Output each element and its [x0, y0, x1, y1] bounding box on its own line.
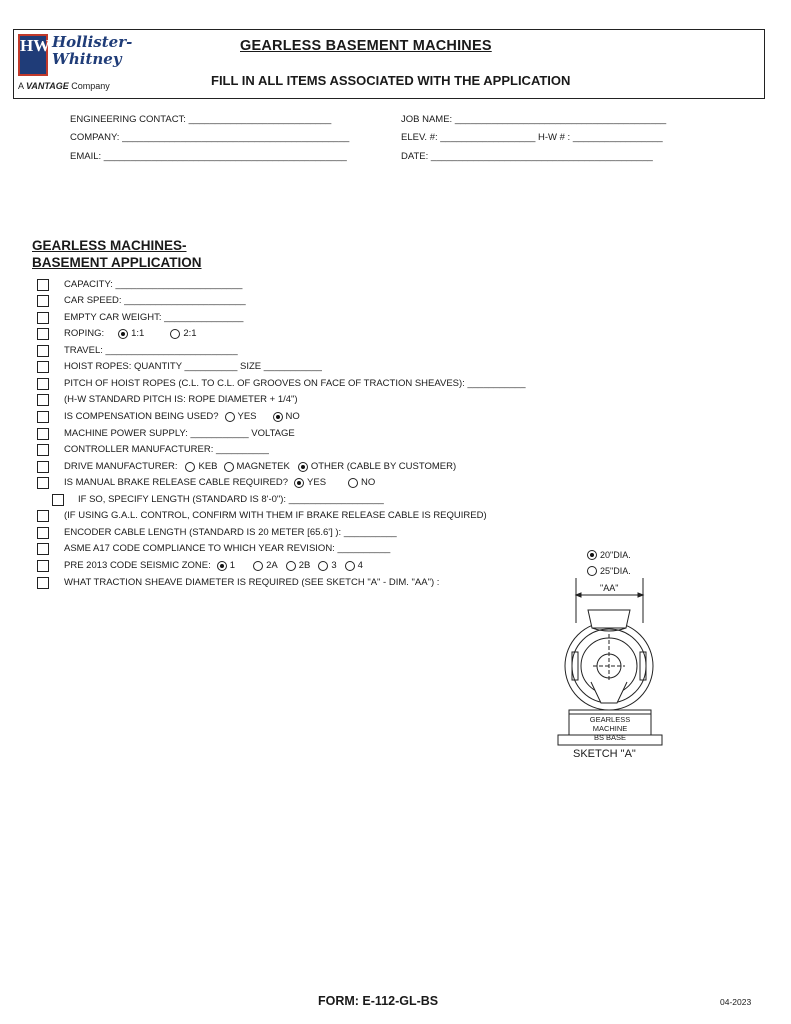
row-hoist-ropes [37, 359, 322, 374]
row-car-speed [37, 293, 246, 308]
controller-checkbox[interactable] [37, 444, 49, 456]
row-roping [37, 326, 209, 341]
revision-date: 04-2023 [720, 997, 752, 1007]
drive-magnetek-radio[interactable] [224, 462, 234, 472]
row-asme [37, 541, 390, 556]
row-compensation [37, 409, 312, 424]
drive-other-radio[interactable] [298, 462, 308, 472]
hoist-ropes-field[interactable]: HOIST ROPES: QUANTITY __________ SIZE ___________ [64, 361, 322, 372]
sketch-a [555, 548, 665, 763]
seismic-2b-radio[interactable] [286, 561, 296, 571]
gal-note-checkbox[interactable] [37, 510, 49, 522]
seismic-label: PRE 2013 CODE SEISMIC ZONE: [64, 560, 211, 571]
compensation-yes-option[interactable]: YES [225, 411, 257, 422]
brake-length-field[interactable]: IF SO, SPECIFY LENGTH (STANDARD IS 8'-0"): __________________ [78, 494, 384, 505]
power-supply-field[interactable]: MACHINE POWER SUPPLY: ___________ VOLTAGE [64, 428, 295, 439]
brake-no-option[interactable]: NO [348, 477, 375, 488]
roping-checkbox[interactable] [37, 328, 49, 340]
brake-yes-radio[interactable] [294, 478, 304, 488]
company-logo [16, 32, 140, 98]
pitch-note: (H-W STANDARD PITCH IS: ROPE DIAMETER + 1/4") [64, 394, 298, 405]
roping-1-1-option[interactable]: 1:1 [118, 328, 144, 339]
sheave-20-option[interactable]: 20"DIA. [587, 550, 631, 560]
roping-label: ROPING: [64, 328, 105, 339]
row-brake-length [52, 492, 384, 507]
seismic-2a-option[interactable]: 2A [253, 560, 278, 571]
pitch-note-checkbox[interactable] [37, 394, 49, 406]
seismic-4-radio[interactable] [345, 561, 355, 571]
date-field[interactable]: DATE: __________________________________________ [401, 151, 653, 162]
seismic-2a-radio[interactable] [253, 561, 263, 571]
logo-tagline: A VANTAGE Company [18, 81, 110, 91]
section-title: GEARLESS MACHINES- BASEMENT APPLICATION [32, 238, 202, 270]
base-label: GEARLESS MACHINE BS BASE [589, 715, 631, 742]
company-field[interactable]: COMPANY: ___________________________________________ [70, 132, 350, 143]
drive-keb-radio[interactable] [185, 462, 195, 472]
seismic-4-option[interactable]: 4 [345, 560, 363, 571]
asme-field[interactable]: ASME A17 CODE COMPLIANCE TO WHICH YEAR REVISION: __________ [64, 543, 391, 554]
seismic-3-option[interactable]: 3 [318, 560, 336, 571]
empty-car-weight-field[interactable]: EMPTY CAR WEIGHT: _______________ [64, 312, 244, 323]
dim-aa-label: "AA" [600, 583, 619, 593]
engineering-contact-field[interactable]: ENGINEERING CONTACT: ___________________________ [70, 114, 332, 125]
brake-yes-option[interactable]: YES [294, 477, 326, 488]
car-speed-checkbox[interactable] [37, 295, 49, 307]
row-pitch-note [37, 392, 298, 407]
encoder-checkbox[interactable] [37, 527, 49, 539]
email-field[interactable]: EMAIL: ______________________________________________ [70, 151, 347, 162]
gal-note: (IF USING G.A.L. CONTROL, CONFIRM WITH THEM IF BRAKE RELEASE CABLE IS REQUIRED) [64, 510, 487, 521]
page-subtitle: FILL IN ALL ITEMS ASSOCIATED WITH THE APPLICATION [211, 73, 571, 88]
row-sheave [37, 575, 439, 590]
roping-2-1-radio[interactable] [170, 329, 180, 339]
drive-keb-option[interactable]: KEB [185, 461, 217, 472]
travel-field[interactable]: TRAVEL: _________________________ [64, 345, 238, 356]
travel-checkbox[interactable] [37, 345, 49, 357]
form-number: FORM: E-112-GL-BS [318, 994, 439, 1008]
seismic-1-option[interactable]: 1 [217, 560, 235, 571]
compensation-yes-radio[interactable] [225, 412, 235, 422]
empty-car-weight-checkbox[interactable] [37, 312, 49, 324]
hoist-ropes-checkbox[interactable] [37, 361, 49, 373]
row-brake-cable [37, 475, 387, 490]
row-seismic [37, 558, 375, 573]
capacity-checkbox[interactable] [37, 279, 49, 291]
row-controller [37, 442, 269, 457]
row-power-supply [37, 426, 295, 441]
brake-length-checkbox[interactable] [52, 494, 64, 506]
job-name-field[interactable]: JOB NAME: ________________________________________ [401, 114, 667, 125]
sheave-checkbox[interactable] [37, 577, 49, 589]
asme-checkbox[interactable] [37, 543, 49, 555]
hw-logo-mark: HW [18, 34, 48, 76]
row-gal-note [37, 508, 487, 523]
roping-1-1-radio[interactable] [118, 329, 128, 339]
drive-other-option[interactable]: OTHER (CABLE BY CUSTOMER) [298, 461, 456, 472]
row-encoder [37, 525, 397, 540]
row-drive [37, 459, 468, 474]
page-title: GEARLESS BASEMENT MACHINES [240, 38, 492, 54]
sheave-label: WHAT TRACTION SHEAVE DIAMETER IS REQUIRED (SEE SKETCH "A" - DIM. "AA") : [64, 577, 440, 588]
seismic-2b-option[interactable]: 2B [286, 560, 311, 571]
row-empty-car-weight [37, 310, 243, 325]
pitch-field[interactable]: PITCH OF HOIST ROPES (C.L. TO C.L. OF GROOVES ON FACE OF TRACTION SHEAVES): ___________ [64, 378, 526, 389]
brake-no-radio[interactable] [348, 478, 358, 488]
roping-2-1-option[interactable]: 2:1 [170, 328, 196, 339]
seismic-1-radio[interactable] [217, 561, 227, 571]
elev-hw-field[interactable]: ELEV. #: __________________ H-W # : _________________ [401, 132, 663, 143]
sheave-25-option[interactable]: 25"DIA. [587, 566, 631, 576]
compensation-no-radio[interactable] [273, 412, 283, 422]
power-supply-checkbox[interactable] [37, 428, 49, 440]
row-pitch [37, 376, 526, 391]
drive-magnetek-option[interactable]: MAGNETEK [224, 461, 290, 472]
seismic-3-radio[interactable] [318, 561, 328, 571]
row-travel [37, 343, 238, 358]
drive-label: DRIVE MANUFACTURER: [64, 461, 178, 472]
controller-field[interactable]: CONTROLLER MANUFACTURER: __________ [64, 444, 269, 455]
capacity-field[interactable]: CAPACITY: ________________________ [64, 279, 243, 290]
encoder-field[interactable]: ENCODER CABLE LENGTH (STANDARD IS 20 METER [65.6'] ): __________ [64, 527, 397, 538]
seismic-checkbox[interactable] [37, 560, 49, 572]
compensation-label: IS COMPENSATION BEING USED? [64, 411, 219, 422]
brake-cable-checkbox[interactable] [37, 477, 49, 489]
row-capacity [37, 277, 242, 292]
drive-checkbox[interactable] [37, 461, 49, 473]
compensation-checkbox[interactable] [37, 411, 49, 423]
compensation-no-option[interactable]: NO [273, 411, 300, 422]
pitch-checkbox[interactable] [37, 378, 49, 390]
brake-cable-label: IS MANUAL BRAKE RELEASE CABLE REQUIRED? [64, 477, 289, 488]
car-speed-field[interactable]: CAR SPEED: _______________________ [64, 295, 246, 306]
sketch-caption: SKETCH "A" [573, 748, 636, 760]
logo-name: Hollister- Whitney [52, 33, 133, 68]
